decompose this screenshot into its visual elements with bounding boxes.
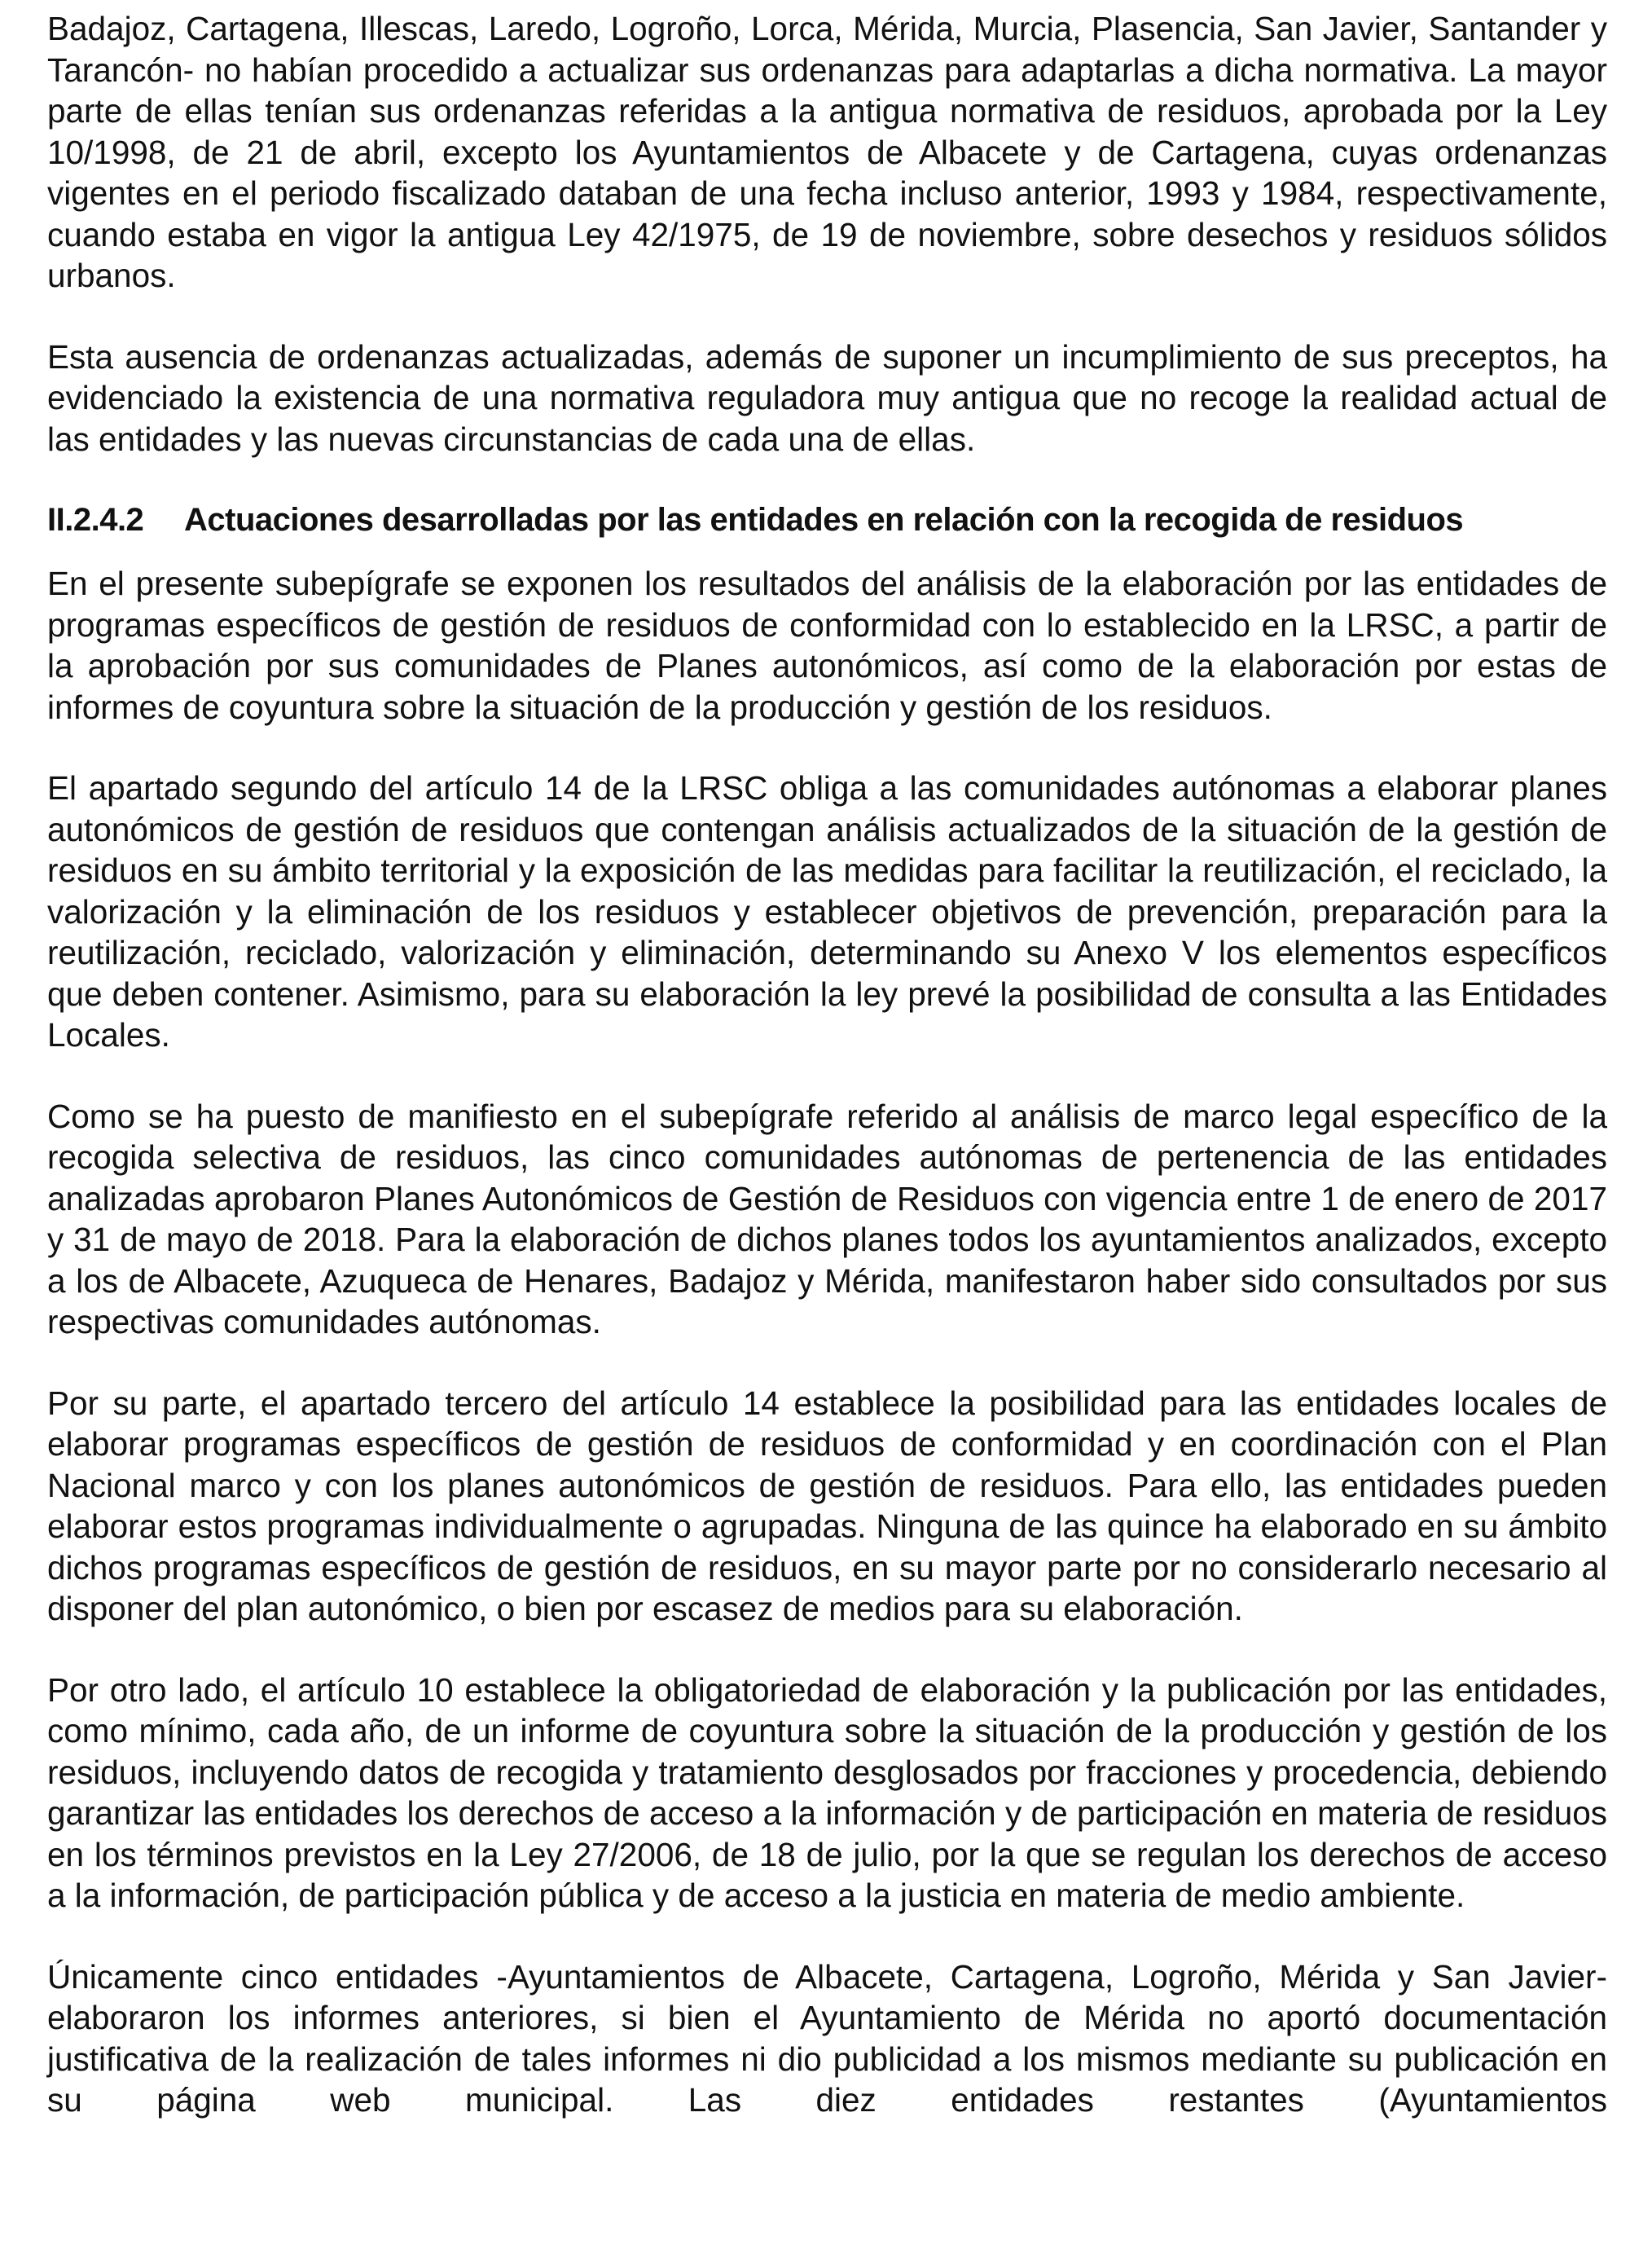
paragraph-ausencia-ordenanzas: Esta ausencia de ordenanzas actualizadas, además de suponer un incumplimiento de sus preceptos, ha evidenciado la existencia de una normativa reguladora muy antigua que no recoge la realidad actual de las entidades y las nuevas circunstancias de cada una de ellas. [47, 337, 1607, 458]
paragraph-articulo-14-segundo: El apartado segundo del artículo 14 de la LRSC obliga a las comunidades autónomas a elaborar planes autonómicos de gestión de residuos que contengan análisis actualizados de la situación de la gestión de residuos en su ámbito territorial y la exposición de las medidas para facilitar la reutilización, el reciclado, la valorización y la eliminación de los residuos y establecer objetivos de prevención, preparación para la reutilización, reciclado, valorización y eliminación, determinando su Anexo V los elementos específicos que deben contener. Asimismo, para su elaboración la ley prevé la posibilidad de consulta a las Entidades Locales. [47, 769, 1607, 1054]
document-page [47, 8, 1607, 2121]
section-heading [47, 499, 1607, 540]
section-title: Actuaciones desarrolladas por las entidades en relación con la recogida de residuos [184, 502, 1464, 538]
section-number: II.2.4.2 [47, 502, 144, 538]
paragraph-articulo-14-tercero: Por su parte, el apartado tercero del artículo 14 establece la posibilidad para las entidades locales de elaborar programas específicos de gestión de residuos de conformidad y en coordinación con el Plan Nacional marco y con los planes autonómicos de gestión de residuos. Para ello, las entidades pueden elaborar estos programas individualmente o agrupadas. Ninguna de las quince ha elaborado en su ámbito dichos programas específicos de gestión de residuos, en su mayor parte por no considerarlo necesario al disponer del plan autonómico, o bien por escasez de medios para su elaboración. [47, 1384, 1607, 1627]
paragraph-planes-autonomicos: Como se ha puesto de manifiesto en el subepígrafe referido al análisis de marco legal específico de la recogida selectiva de residuos, las cinco comunidades autónomas de pertenencia de las entidades analizadas aprobaron Planes Autonómicos de Gestión de Residuos con vigencia entre 1 de enero de 2017 y 31 de mayo de 2018. Para la elaboración de dichos planes todos los ayuntamientos analizados, excepto a los de Albacete, Azuqueca de Henares, Badajoz y Mérida, manifestaron haber sido consultados por sus respectivas comunidades autónomas. [47, 1097, 1607, 1340]
paragraph-ordenanzas-continuation: Badajoz, Cartagena, Illescas, Laredo, Logroño, Lorca, Mérida, Murcia, Plasencia, San Javier, Santander y Tarancón- no habían procedido a actualizar sus ordenanzas para adaptarlas a dicha normativa. La mayor parte de ellas tenían sus ordenanzas referidas a la antigua normativa de residuos, aprobada por la Ley 10/1998, de 21 de abril, excepto los Ayuntamientos de Albacete y de Cartagena, cuyas ordenanzas vigentes en el periodo fiscalizado databan de una fecha incluso anterior, 1993 y 1984, respectivamente, cuando estaba en vigor la antigua Ley 42/1975, de 19 de noviembre, sobre desechos y residuos sólidos urbanos. [47, 10, 1607, 294]
paragraph-articulo-10: Por otro lado, el artículo 10 establece la obligatoriedad de elaboración y la publicación por las entidades, como mínimo, cada año, de un informe de coyuntura sobre la situación de la producción y gestión de los residuos, incluyendo datos de recogida y tratamiento desglosados por fracciones y procedencia, debiendo garantizar las entidades los derechos de acceso a la información y de participación en materia de residuos en los términos previstos en la Ley 27/2006, de 18 de julio, por la que se regulan los derechos de acceso a la información, de participación pública y de acceso a la justicia en materia de medio ambiente. [47, 1670, 1607, 1914]
paragraph-cinco-entidades: Únicamente cinco entidades -Ayuntamientos de Albacete, Cartagena, Logroño, Mérida y San Javier- elaboraron los informes anteriores, si bien el Ayuntamiento de Mérida no aportó documentación justificativa de la realización de tales informes ni dio publicidad a los mismos mediante su publicación en su página web municipal. Las diez entidades restantes (Ayuntamientos [47, 1957, 1607, 2119]
paragraph-subepigrafe: En el presente subepígrafe se exponen los resultados del análisis de la elaboración por las entidades de programas específicos de gestión de residuos de conformidad con lo establecido en la LRSC, a partir de la aprobación por sus comunidades de Planes autonómicos, así como de la elaboración por estas de informes de coyuntura sobre la situación de la producción y gestión de los residuos. [47, 565, 1607, 726]
